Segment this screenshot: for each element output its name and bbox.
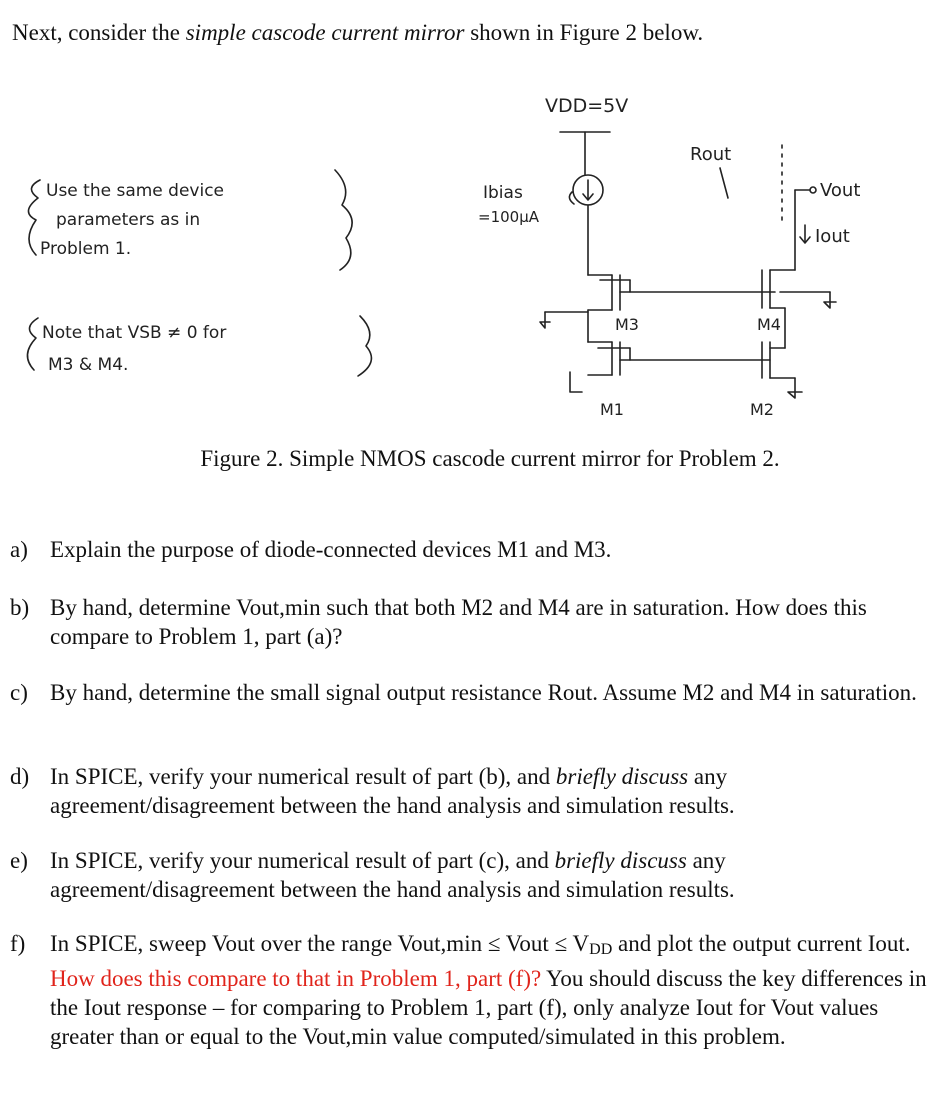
m4-label: M4 — [757, 315, 781, 334]
note2-line2: M3 & M4. — [48, 355, 129, 375]
intro-italic: simple cascode current mirror — [185, 20, 465, 45]
rout-label: Rout — [690, 144, 732, 165]
note1-line2: parameters as in — [56, 210, 201, 230]
question-text-italic: briefly discuss — [555, 764, 689, 789]
vdd-label: VDD=5V — [545, 95, 629, 117]
m4-body-ground-icon — [824, 292, 836, 308]
intro-prefix: Next, consider the — [12, 20, 186, 45]
question-text: By hand, determine Vout,min such that both M2 and M4 are in saturation. How does this compare to Problem 1, part (a)? — [50, 595, 867, 649]
note1-brace-left — [28, 180, 40, 255]
question-d — [10, 762, 942, 820]
m1-label: M1 — [600, 400, 624, 419]
note2-line1: Note that VSB ≠ 0 for — [42, 323, 227, 343]
note1-line3: Problem 1. — [40, 239, 132, 259]
question-text-highlight: How does this compare to that in Problem 1, part (f)? — [50, 966, 542, 991]
m2-ground-icon — [788, 378, 802, 398]
question-label: d) — [10, 764, 30, 789]
vout-terminal-icon — [810, 187, 816, 193]
question-label: e) — [10, 848, 28, 873]
question-text-mid: and plot the output current Iout. — [612, 931, 911, 956]
circuit-figure — [0, 80, 950, 440]
m1-ground-icon — [570, 372, 582, 392]
vdd-subscript: DD — [589, 941, 613, 958]
question-label: f) — [10, 931, 26, 956]
question-text — [50, 846, 942, 904]
question-e — [10, 846, 942, 904]
intro-suffix: shown in Figure 2 below. — [464, 20, 704, 45]
iout-label: Iout — [815, 226, 850, 247]
note2-brace-right — [358, 316, 371, 376]
question-text-pre: In SPICE, verify your numerical result of part (b), and — [50, 764, 556, 789]
question-f — [10, 929, 942, 1051]
question-text-italic: briefly discuss — [554, 848, 687, 873]
intro-sentence — [12, 20, 703, 46]
figure-caption: Figure 2. Simple NMOS cascode current mirror for Problem 2. — [200, 446, 780, 471]
rout-arrow — [720, 168, 728, 198]
question-text: Explain the purpose of diode-connected devices M1 and M3. — [50, 537, 612, 562]
m3-label: M3 — [615, 315, 639, 334]
question-text-post: any agreement/disagreement between the hand analysis and simulation results. — [50, 764, 735, 818]
m3-body-ground-icon — [540, 312, 550, 328]
question-a — [10, 535, 942, 564]
question-text-pre: In SPICE, verify your numerical result of part (c), and — [50, 848, 555, 873]
question-label: c) — [10, 680, 28, 705]
question-text — [50, 762, 942, 820]
question-c — [10, 678, 942, 707]
question-text-post: You should discuss the key differences in the Iout response – for comparing to Problem 1, part (f), only analyze Iout for Vout values greater than or equal to the Vout,min value computed/simulated in this problem. — [50, 966, 927, 1049]
m2-label: M2 — [750, 400, 774, 419]
question-text-pre: In SPICE, sweep Vout over the range Vout,min ≤ Vout ≤ V — [50, 931, 590, 956]
note2-brace-left — [27, 318, 38, 370]
ibias-label: Ibias — [483, 183, 523, 203]
vout-label: Vout — [820, 180, 861, 201]
circuit-schematic — [0, 80, 950, 440]
note1-brace-right — [335, 170, 352, 270]
question-text-post: any agreement/disagreement between the hand analysis and simulation results. — [50, 848, 735, 902]
question-label: a) — [10, 537, 28, 562]
question-label: b) — [10, 595, 30, 620]
question-text: By hand, determine the small signal output resistance Rout. Assume M2 and M4 in saturation. — [50, 680, 917, 705]
question-b — [10, 593, 942, 651]
note1-line1: Use the same device — [46, 181, 225, 201]
ibias-value: =100μA — [478, 208, 540, 226]
question-text — [50, 929, 942, 1051]
